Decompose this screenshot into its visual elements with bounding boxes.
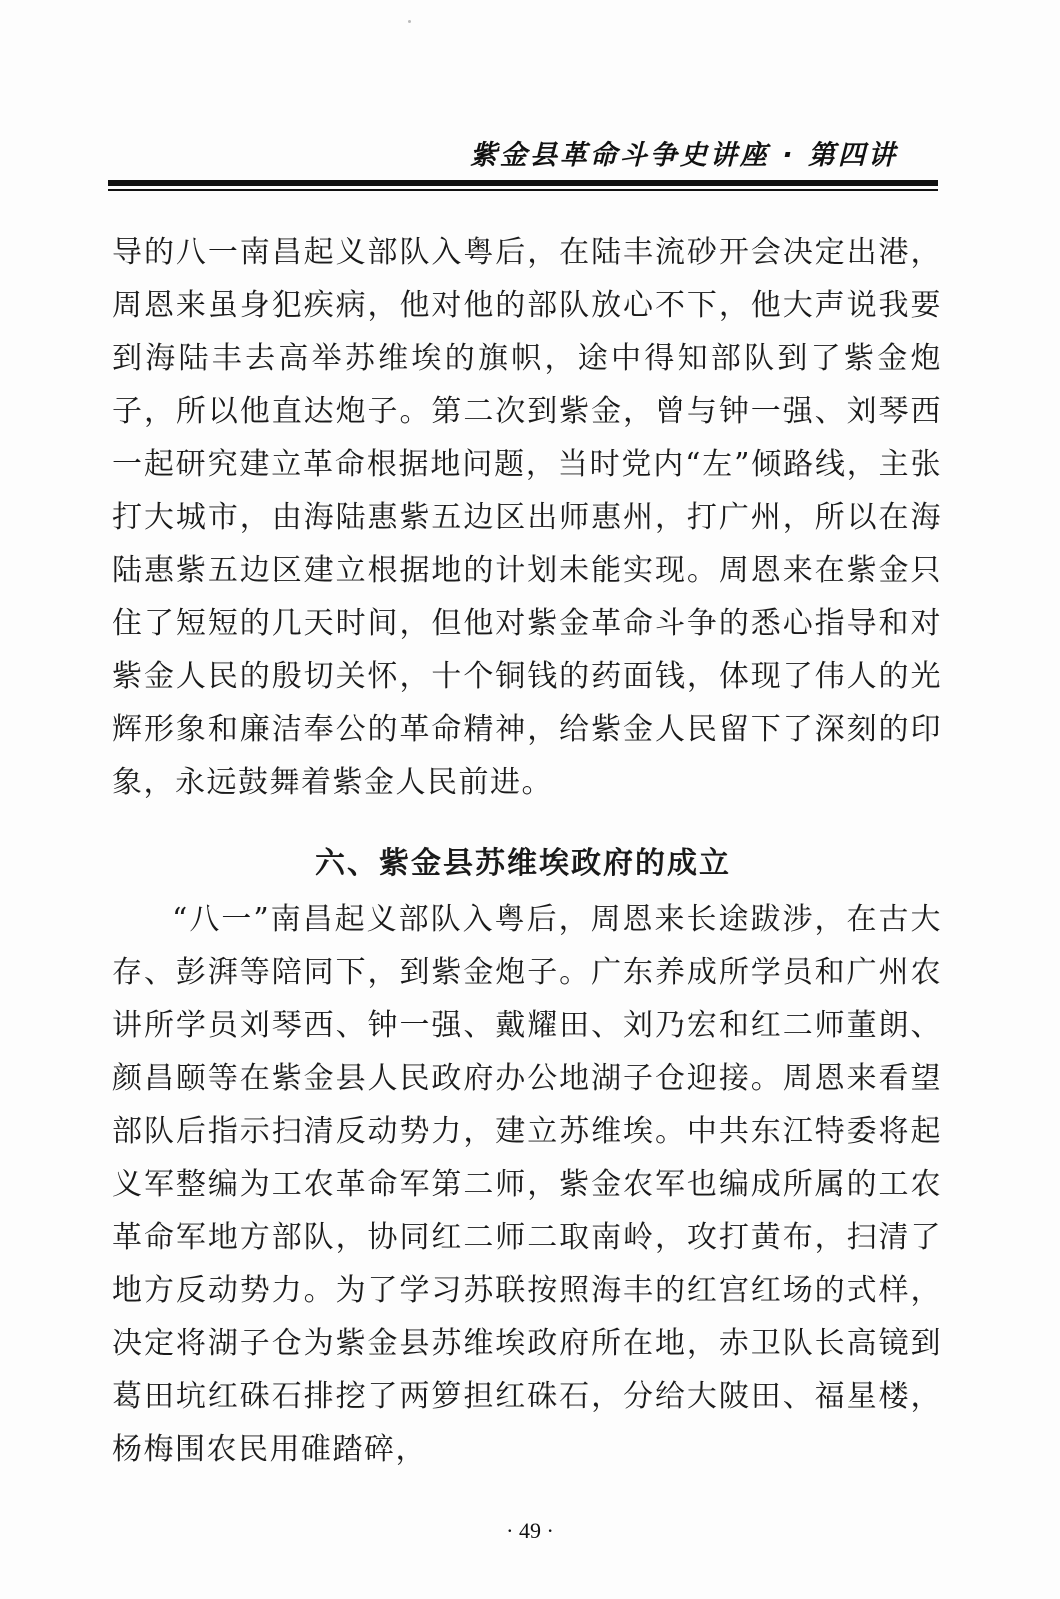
header-rule-thick bbox=[108, 180, 938, 186]
body-paragraph-2: “八一”南昌起义部队入粤后，周恩来长途跋涉，在古大存、彭湃等陪同下，到紫金炮子。广东养成所学员和广州农讲所学员刘琴西、钟一强、戴耀田、刘乃宏和红二师董朗、颜昌颐等在紫金县人民政府办公地湖子仓迎接。周恩来看望部队后指示扫清反动势力，建立苏维埃。中共东江特委将起义军整编为工农革命军第二师，紫金农军也编成所属的工农革命军地方部队，协同红二师二取南岭，攻打黄布，扫清了地方反动势力。为了学习苏联按照海丰的红宫红场的式样，决定将湖子仓为紫金县苏维埃政府所在地，赤卫队长高镜到葛田坑红硃石排挖了两箩担红硃石，分给大陂田、福星楼，杨梅围农民用碓踏碎， bbox=[112, 902, 942, 1467]
page-number: · 49 · bbox=[506, 1518, 554, 1543]
section-heading: 六、紫金县苏维埃政府的成立 bbox=[315, 846, 731, 881]
running-header: 紫金县革命斗争史讲座 · 第四讲 bbox=[469, 140, 898, 171]
scan-speck bbox=[408, 20, 411, 23]
body-paragraph-1: 导的八一南昌起义部队入粤后，在陆丰流砂开会决定出港，周恩来虽身犯疾病，他对他的部队放心不下，他大声说我要到海陆丰去高举苏维埃的旗帜，途中得知部队到了紫金炮子，所以他直达炮子。第二次到紫金，曾与钟一强、刘琴西一起研究建立革命根据地问题，当时党内“左”倾路线，主张打大城市，由海陆惠紫五边区出师惠州，打广州，所以在海陆惠紫五边区建立根据地的计划未能实现。周恩来在紫金只住了短短的几天时间，但他对紫金革命斗争的悉心指导和对紫金人民的殷切关怀，十个铜钱的药面钱，体现了伟人的光辉形象和廉洁奉公的革命精神，给紫金人民留下了深刻的印象，永远鼓舞着紫金人民前进。 bbox=[112, 235, 942, 800]
header-rule-thin bbox=[108, 189, 938, 191]
